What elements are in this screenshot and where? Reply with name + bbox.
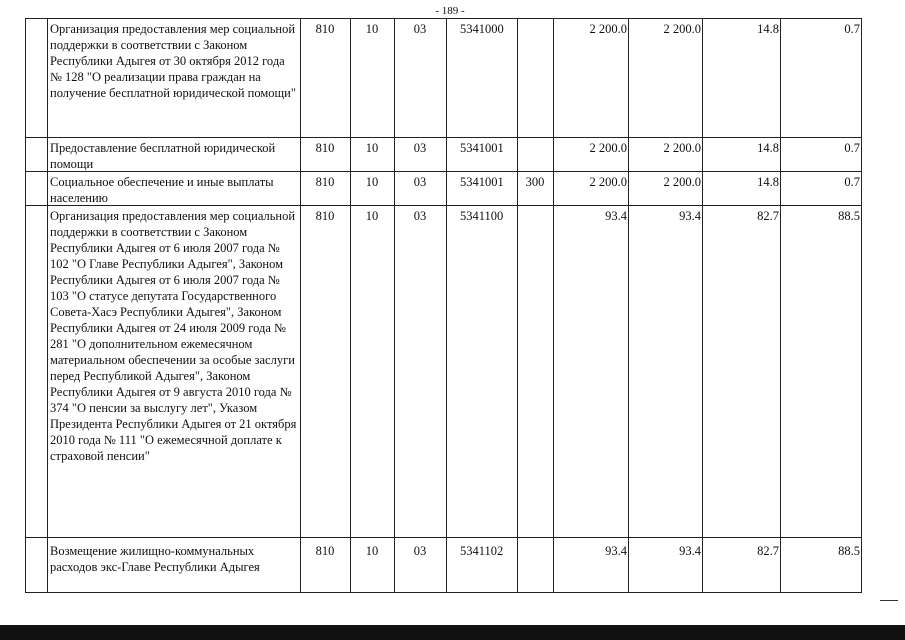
grid-line [25,137,862,138]
sum-planned: 2 200.0 [589,141,627,155]
target-article-code: 5341001 [460,141,504,155]
page-number: - 189 - [435,5,465,17]
sum-planned: 2 200.0 [589,22,627,36]
grid-line [780,18,781,593]
grid-line [628,18,629,593]
grid-line [446,18,447,593]
subsection-code: 03 [413,209,427,223]
percent-2: 0.7 [844,141,860,155]
subsection-code: 03 [413,22,427,36]
grid-line [25,592,862,593]
sum-planned: 2 200.0 [589,175,627,189]
section-code: 10 [365,175,379,189]
sum-planned: 93.4 [605,544,627,558]
grid-line [25,18,26,593]
scan-border [0,625,905,640]
target-article-code: 5341000 [460,22,504,36]
percent-1: 14.8 [757,175,779,189]
percent-2: 0.7 [844,175,860,189]
scan-artifact [880,600,898,601]
sum-executed: 93.4 [679,544,701,558]
ved-code: 810 [315,544,335,558]
ved-code: 810 [315,209,335,223]
section-code: 10 [365,22,379,36]
percent-1: 82.7 [757,544,779,558]
grid-line [350,18,351,593]
ved-code: 810 [315,22,335,36]
expense-type-code: 300 [525,175,545,189]
sum-executed: 93.4 [679,209,701,223]
row-name: Организация предоставления мер социальной поддержки в соответствии с Законом Республики Адыгея от 30 октября 2012 года № 128 "О реализации права граждан на получение бесплатной юридической помощи" [50,22,296,100]
section-code: 10 [365,141,379,155]
grid-line [25,537,862,538]
sum-executed: 2 200.0 [663,22,701,36]
ved-code: 810 [315,141,335,155]
section-code: 10 [365,544,379,558]
section-code: 10 [365,209,379,223]
sum-executed: 2 200.0 [663,175,701,189]
grid-line [394,18,395,593]
percent-2: 0.7 [844,22,860,36]
target-article-code: 5341100 [460,209,504,223]
target-article-code: 5341102 [460,544,504,558]
subsection-code: 03 [413,141,427,155]
target-article-code: 5341001 [460,175,504,189]
subsection-code: 03 [413,544,427,558]
sum-executed: 2 200.0 [663,141,701,155]
row-name: Социальное обеспечение и иные выплаты населению [50,175,274,205]
percent-1: 14.8 [757,141,779,155]
grid-line [861,18,862,593]
grid-line [47,18,48,593]
subsection-code: 03 [413,175,427,189]
row-name: Предоставление бесплатной юридической помощи [50,141,276,171]
grid-line [25,18,862,19]
percent-2: 88.5 [838,544,860,558]
grid-line [702,18,703,593]
percent-1: 82.7 [757,209,779,223]
sum-planned: 93.4 [605,209,627,223]
grid-line [553,18,554,593]
percent-2: 88.5 [838,209,860,223]
row-name: Возмещение жилищно-коммунальных расходов экс-Главе Республики Адыгея [50,544,260,574]
grid-line [517,18,518,593]
grid-line [300,18,301,593]
ved-code: 810 [315,175,335,189]
percent-1: 14.8 [757,22,779,36]
row-name: Организация предоставления мер социальной поддержки в соответствии с Законом Республики Адыгея от 6 июля 2007 года № 102 "О Главе Республики Адыгея", Законом Республики Адыгея от 6 июля 2007 года № 103 "О статусе депутата Государственного Совета-Хасэ Республики Адыгея", Законом Республики Адыгея от 24 июля 2009 года № 281 "О дополнительном ежемесячном материальном обеспечении за особые заслуги перед Республикой Адыгея", Законом Республики Адыгея от 9 августа 2010 года № 374 "О пенсии за выслугу лет", Указом Президента Республики Адыгея от 21 октября 2010 года № 111 "О ежемесячной доплате к страховой пенсии" [50,209,297,463]
